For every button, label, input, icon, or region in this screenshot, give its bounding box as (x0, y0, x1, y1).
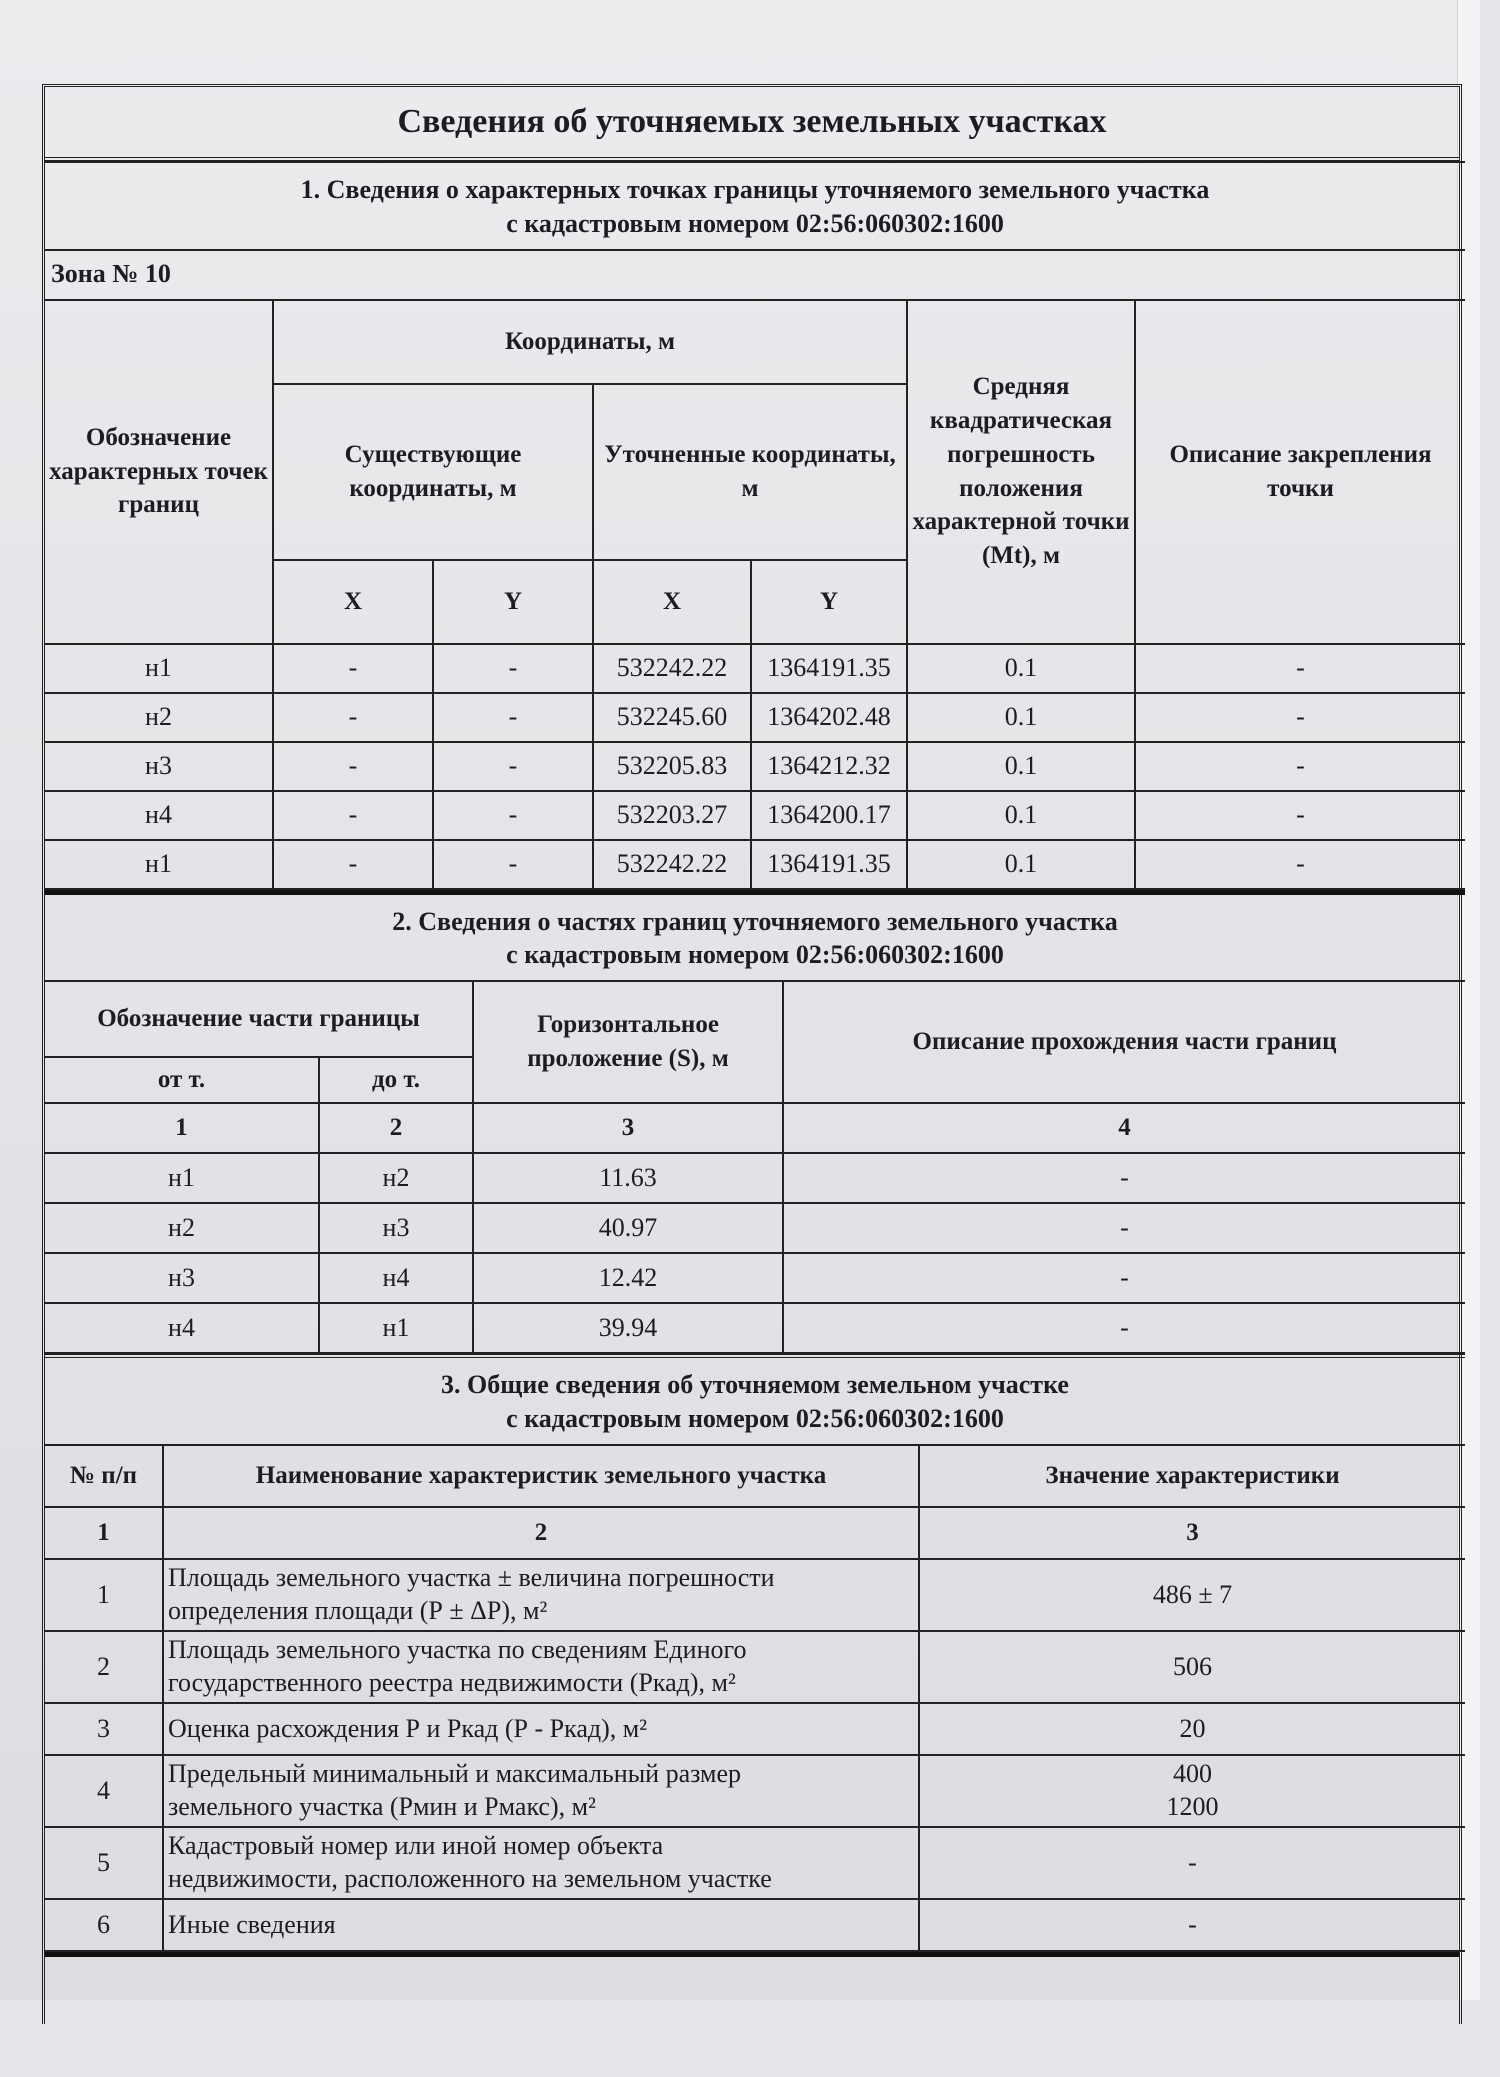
point-designation: н3 (45, 742, 273, 791)
section1-title-line2: с кадастровым номером 02:56:060302:1600 (506, 208, 1004, 238)
column-number: 3 (473, 1103, 783, 1153)
section2-table (45, 890, 1465, 1355)
row-number: 6 (45, 1899, 163, 1951)
characteristic-name-line1: Оценка расхождения Р и Ркад (Р - Ркад), м² (168, 1713, 648, 1743)
characteristic-name (163, 1559, 919, 1631)
header-refined-x: X (593, 560, 751, 644)
zone-label: Зона № 10 (45, 250, 1465, 300)
fixing-description: - (1135, 742, 1465, 791)
point-designation: н4 (45, 791, 273, 840)
characteristic-value (919, 1899, 1465, 1951)
row-number: 5 (45, 1827, 163, 1899)
column-number: 1 (45, 1507, 163, 1559)
section3-table (45, 1354, 1465, 1952)
to-point: н3 (319, 1203, 473, 1253)
from-point: н1 (45, 1153, 319, 1203)
characteristic-name-line2: государственного реестра недвижимости (Ркад), м² (168, 1667, 736, 1697)
characteristic-value (919, 1827, 1465, 1899)
header-refined-coordinates: Уточненные координаты, м (593, 384, 907, 560)
table-row (45, 1827, 1465, 1899)
header-existing-y: Y (433, 560, 593, 644)
blank-area (45, 1952, 1459, 2077)
characteristic-name (163, 1755, 919, 1827)
existing-y: - (433, 791, 593, 840)
horizontal-distance: 12.42 (473, 1253, 783, 1303)
point-designation: н1 (45, 644, 273, 693)
table-row (45, 1755, 1465, 1827)
table-row (45, 1253, 1465, 1303)
existing-x: - (273, 840, 433, 889)
table-row (45, 1899, 1465, 1951)
existing-x: - (273, 791, 433, 840)
characteristic-name (163, 1631, 919, 1703)
table-row (45, 1631, 1465, 1703)
characteristic-name-line1: Площадь земельного участка ± величина погрешности (168, 1563, 775, 1593)
section3-title-line1: 3. Общие сведения об уточняемом земельном участке (441, 1370, 1069, 1400)
table-row (45, 1559, 1465, 1631)
refined-y: 1364191.35 (751, 840, 907, 889)
characteristic-value-max: 1200 (1166, 1791, 1219, 1821)
refined-y: 1364202.48 (751, 693, 907, 742)
from-point: н3 (45, 1253, 319, 1303)
fixing-description: - (1135, 644, 1465, 693)
header-row-number: № п/п (45, 1445, 163, 1507)
characteristic-name (163, 1703, 919, 1755)
header-from-point: от т. (45, 1057, 319, 1103)
column-numbers-row (45, 1507, 1465, 1559)
section3-title-line2: с кадастровым номером 02:56:060302:1600 (506, 1403, 1004, 1433)
column-number: 2 (319, 1103, 473, 1153)
characteristic-value (919, 1755, 1465, 1827)
from-point: н4 (45, 1303, 319, 1353)
characteristic-name-line2: определения площади (Р ± ΔР), м² (168, 1595, 548, 1625)
column-number: 2 (163, 1507, 919, 1559)
characteristic-name-line1: Иные сведения (168, 1909, 336, 1939)
header-to-point: до т. (319, 1057, 473, 1103)
to-point: н1 (319, 1303, 473, 1353)
mean-error: 0.1 (907, 693, 1135, 742)
fixing-description: - (1135, 693, 1465, 742)
section1-title (45, 162, 1465, 250)
from-point: н2 (45, 1203, 319, 1253)
header-part-designation: Обозначение части границы (45, 981, 473, 1057)
refined-x: 532205.83 (593, 742, 751, 791)
characteristic-name-line2: земельного участка (Рмин и Рмакс), м² (168, 1791, 596, 1821)
characteristic-name (163, 1827, 919, 1899)
header-fixing-description: Описание закрепления точки (1135, 300, 1465, 644)
document-title: Сведения об уточняемых земельных участках (45, 87, 1459, 159)
part-description: - (783, 1253, 1465, 1303)
horizontal-distance: 40.97 (473, 1203, 783, 1253)
to-point: н2 (319, 1153, 473, 1203)
header-existing-x: X (273, 560, 433, 644)
header-mean-error: Средняя квадратическая погрешность положения характерной точки (Mt), м (907, 300, 1135, 644)
characteristic-name (163, 1899, 919, 1951)
part-description: - (783, 1303, 1465, 1353)
section2-title-line2: с кадастровым номером 02:56:060302:1600 (506, 940, 1004, 970)
row-number: 3 (45, 1703, 163, 1755)
existing-y: - (433, 644, 593, 693)
table-row (45, 840, 1465, 889)
point-designation: н2 (45, 693, 273, 742)
to-point: н4 (319, 1253, 473, 1303)
section2-title-line1: 2. Сведения о частях границ уточняемого земельного участка (392, 906, 1118, 936)
characteristic-value-line1: 486 ± 7 (1152, 1579, 1233, 1609)
header-characteristic-name: Наименование характеристик земельного участка (163, 1445, 919, 1507)
document-frame (42, 84, 1462, 2024)
characteristic-value (919, 1559, 1465, 1631)
characteristic-value-line1: 20 (1179, 1713, 1206, 1743)
characteristic-name-line1: Площадь земельного участка по сведениям Единого (168, 1635, 747, 1665)
characteristic-value-min: 400 (1173, 1759, 1212, 1789)
fixing-description: - (1135, 791, 1465, 840)
existing-y: - (433, 693, 593, 742)
horizontal-distance: 11.63 (473, 1153, 783, 1203)
section2-title (45, 892, 1465, 981)
header-coordinates: Координаты, м (273, 300, 907, 384)
characteristic-value-line1: 506 (1173, 1651, 1212, 1681)
header-part-description: Описание прохождения части границ (783, 981, 1465, 1103)
mean-error: 0.1 (907, 791, 1135, 840)
column-number: 3 (919, 1507, 1465, 1559)
mean-error: 0.1 (907, 840, 1135, 889)
refined-x: 532242.22 (593, 840, 751, 889)
header-existing-coordinates: Существующие координаты, м (273, 384, 593, 560)
refined-x: 532203.27 (593, 791, 751, 840)
section1-table (45, 161, 1465, 890)
table-row (45, 742, 1465, 791)
existing-y: - (433, 840, 593, 889)
characteristic-value-line1: - (1188, 1847, 1197, 1877)
row-number: 1 (45, 1559, 163, 1631)
document-title-table (45, 87, 1459, 161)
characteristic-name-line1: Предельный минимальный и максимальный размер (168, 1759, 742, 1789)
table-row (45, 1703, 1465, 1755)
existing-x: - (273, 693, 433, 742)
row-number: 2 (45, 1631, 163, 1703)
characteristic-value (919, 1631, 1465, 1703)
section1-title-line1: 1. Сведения о характерных точках границы уточняемого земельного участка (300, 175, 1210, 204)
part-description: - (783, 1203, 1465, 1253)
table-row (45, 1203, 1465, 1253)
table-row (45, 693, 1465, 742)
refined-x: 532242.22 (593, 644, 751, 693)
existing-x: - (273, 742, 433, 791)
column-number: 4 (783, 1103, 1465, 1153)
characteristic-value (919, 1703, 1465, 1755)
header-horizontal-distance: Горизонтальное проложение (S), м (473, 981, 783, 1103)
refined-y: 1364212.32 (751, 742, 907, 791)
header-refined-y: Y (751, 560, 907, 644)
characteristic-value-line1: - (1188, 1909, 1197, 1939)
header-point-designation: Обозначение характерных точек границ (45, 300, 273, 644)
refined-x: 532245.60 (593, 693, 751, 742)
point-designation: н1 (45, 840, 273, 889)
table-row (45, 1153, 1465, 1203)
characteristic-name-line2: недвижимости, расположенного на земельном участке (168, 1863, 772, 1893)
existing-x: - (273, 644, 433, 693)
section3-title (45, 1356, 1465, 1445)
table-row (45, 644, 1465, 693)
table-row (45, 1303, 1465, 1353)
refined-y: 1364200.17 (751, 791, 907, 840)
row-number: 4 (45, 1755, 163, 1827)
part-description: - (783, 1153, 1465, 1203)
column-number: 1 (45, 1103, 319, 1153)
mean-error: 0.1 (907, 644, 1135, 693)
column-numbers-row (45, 1103, 1465, 1153)
header-characteristic-value: Значение характеристики (919, 1445, 1465, 1507)
horizontal-distance: 39.94 (473, 1303, 783, 1353)
characteristic-name-line1: Кадастровый номер или иной номер объекта (168, 1831, 664, 1861)
mean-error: 0.1 (907, 742, 1135, 791)
fixing-description: - (1135, 840, 1465, 889)
existing-y: - (433, 742, 593, 791)
table-row (45, 791, 1465, 840)
refined-y: 1364191.35 (751, 644, 907, 693)
